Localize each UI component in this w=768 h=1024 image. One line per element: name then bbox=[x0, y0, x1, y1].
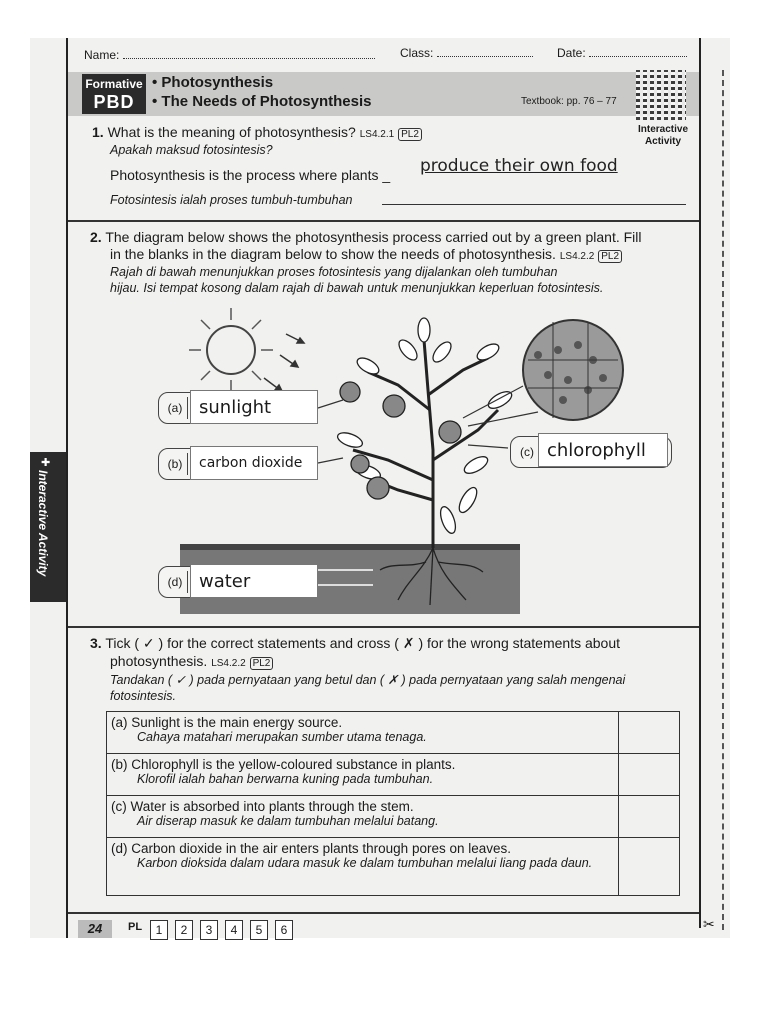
pbd-label: PBD bbox=[93, 92, 135, 112]
topic-2-text: The Needs of Photosynthesis bbox=[161, 93, 372, 110]
q2-text-2: in the blanks in the diagram below to show the needs of photosynthesis. bbox=[110, 246, 556, 262]
qr-code-icon[interactable] bbox=[636, 70, 686, 120]
name-row bbox=[84, 48, 375, 62]
statement-b-en: Chlorophyll is the yellow-coloured substance in plants. bbox=[131, 757, 456, 772]
q3-malay bbox=[110, 672, 625, 704]
statement-c-letter: (c) bbox=[111, 799, 127, 814]
statement-a bbox=[107, 712, 619, 754]
tick-cell-c[interactable] bbox=[619, 796, 680, 838]
statement-d-letter: (d) bbox=[111, 841, 128, 856]
pl-box-6[interactable]: 6 bbox=[275, 920, 293, 940]
statement-c bbox=[107, 796, 619, 838]
name-field[interactable] bbox=[123, 58, 375, 59]
label-c-letter: (c) bbox=[515, 441, 540, 463]
q1-stem: Photosynthesis is the process where plants _ bbox=[110, 167, 391, 183]
statement-d-ms: Karbon dioksida dalam udara masuk ke dalam tumbuhan melalui liang pada daun. bbox=[137, 856, 593, 870]
tick-cell-d[interactable] bbox=[619, 838, 680, 896]
q2-code: LS4.2.2 bbox=[559, 251, 595, 262]
label-a-letter: (a) bbox=[163, 397, 188, 419]
divider-2 bbox=[68, 626, 699, 628]
date-row bbox=[557, 46, 687, 60]
q2-question bbox=[90, 229, 690, 265]
q1-text: What is the meaning of photosynthesis? bbox=[107, 124, 356, 140]
q3-level-badge: PL2 bbox=[250, 657, 274, 670]
topic-2: • The Needs of Photosynthesis bbox=[152, 93, 372, 110]
table-row bbox=[107, 712, 680, 754]
leaf-cell-zoom bbox=[463, 320, 623, 426]
q1-answer-line bbox=[382, 204, 686, 205]
label-d-letter: (d) bbox=[163, 571, 188, 593]
topic-1-text: Photosynthesis bbox=[161, 74, 274, 91]
q3-malay-2: fotosintesis. bbox=[110, 689, 177, 703]
q3-number: 3. bbox=[90, 635, 102, 651]
table-row bbox=[107, 796, 680, 838]
sun-icon bbox=[189, 308, 273, 392]
name-label: Name: bbox=[84, 48, 120, 62]
q3-malay-1: Tandakan ( ✓ ) pada pernyataan yang betul dan ( ✗ ) pada pernyataan yang salah mengenai bbox=[110, 673, 626, 687]
q1-number: 1. bbox=[92, 124, 104, 140]
q1-stem-malay: Fotosintesis ialah proses tumbuh-tumbuhan bbox=[110, 193, 353, 207]
table-row bbox=[107, 838, 680, 896]
answer-d[interactable]: water bbox=[190, 564, 318, 598]
table-row bbox=[107, 754, 680, 796]
tick-cell-b[interactable] bbox=[619, 754, 680, 796]
q3-text-1: Tick ( ✓ ) for the correct statements and cross ( ✗ ) for the wrong statements about bbox=[105, 635, 621, 651]
puzzle-icon: ✚ bbox=[41, 457, 51, 469]
pl-box-4[interactable]: 4 bbox=[225, 920, 243, 940]
statement-c-en: Water is absorbed into plants through the stem. bbox=[130, 799, 414, 814]
statement-b bbox=[107, 754, 619, 796]
topic-1: • Photosynthesis bbox=[152, 74, 274, 91]
q3-code: LS4.2.2 bbox=[211, 658, 246, 669]
answer-a[interactable]: sunlight bbox=[190, 390, 318, 424]
statements-table bbox=[106, 711, 680, 896]
soil-surface bbox=[180, 544, 520, 550]
cut-line bbox=[722, 70, 724, 930]
q2-malay-2: hijau. Isi tempat kosong dalam rajah di bawah untuk menunjukkan keperluan fotosintesis. bbox=[110, 281, 604, 295]
statement-a-en: Sunlight is the main energy source. bbox=[131, 715, 343, 730]
q1-code: LS4.2.1 bbox=[359, 129, 395, 140]
answer-b[interactable]: carbon dioxide bbox=[190, 446, 318, 480]
pl-box-5[interactable]: 5 bbox=[250, 920, 268, 940]
divider-1 bbox=[68, 220, 699, 222]
page-border-right bbox=[699, 38, 701, 928]
class-row bbox=[400, 46, 533, 60]
pl-box-1[interactable]: 1 bbox=[150, 920, 168, 940]
formative-pbd-badge bbox=[82, 74, 146, 114]
interactive-activity-label: Interactive Activity bbox=[637, 124, 689, 147]
date-label: Date: bbox=[557, 46, 586, 60]
q1-question-malay: Apakah maksud fotosintesis? bbox=[110, 143, 273, 157]
textbook-ref: Textbook: pp. 76 – 77 bbox=[521, 96, 617, 107]
scissors-icon: ✂ bbox=[703, 916, 715, 932]
statement-b-letter: (b) bbox=[111, 757, 128, 772]
statement-d bbox=[107, 838, 619, 896]
q2-malay-1: Rajah di bawah menunjukkan proses fotosintesis yang dijalankan oleh tumbuhan bbox=[110, 265, 558, 279]
page-number: 24 bbox=[78, 920, 112, 938]
sunlight-arrows bbox=[264, 334, 304, 391]
statement-a-letter: (a) bbox=[111, 715, 128, 730]
date-field[interactable] bbox=[589, 56, 687, 57]
q2-level-badge: PL2 bbox=[598, 250, 622, 263]
q1-answer[interactable]: produce their own food bbox=[420, 156, 618, 176]
statement-d-en: Carbon dioxide in the air enters plants through pores on leaves. bbox=[131, 841, 511, 856]
pl-box-2[interactable]: 2 bbox=[175, 920, 193, 940]
q1-question bbox=[92, 124, 422, 140]
q2-malay bbox=[110, 264, 603, 296]
pl-label: PL bbox=[128, 921, 143, 933]
q2-text-1: The diagram below shows the photosynthesis process carried out by a green plant. Fill bbox=[105, 229, 642, 245]
formative-label: Formative bbox=[85, 77, 143, 91]
side-tab-interactive[interactable] bbox=[30, 452, 66, 602]
answer-c[interactable]: chlorophyll bbox=[538, 433, 668, 467]
tick-cell-a[interactable] bbox=[619, 712, 680, 754]
side-tab-text: Interactive Activity bbox=[36, 470, 50, 577]
footer-divider bbox=[68, 912, 699, 914]
q1-stem-text: Photosynthesis is the process where plants bbox=[110, 167, 379, 183]
class-label: Class: bbox=[400, 46, 434, 60]
pl-box-3[interactable]: 3 bbox=[200, 920, 218, 940]
statement-a-ms: Cahaya matahari merupakan sumber utama tenaga. bbox=[137, 730, 427, 744]
class-field[interactable] bbox=[437, 56, 533, 57]
label-b-letter: (b) bbox=[163, 453, 188, 475]
q3-question bbox=[90, 634, 690, 673]
statement-c-ms: Air diserap masuk ke dalam tumbuhan melalui batang. bbox=[137, 814, 439, 828]
statement-b-ms: Klorofil ialah bahan berwarna kuning pada tumbuhan. bbox=[137, 772, 434, 786]
q2-number: 2. bbox=[90, 229, 102, 245]
q1-level-badge: PL2 bbox=[398, 128, 422, 141]
q3-text-2: photosynthesis. bbox=[110, 653, 208, 669]
